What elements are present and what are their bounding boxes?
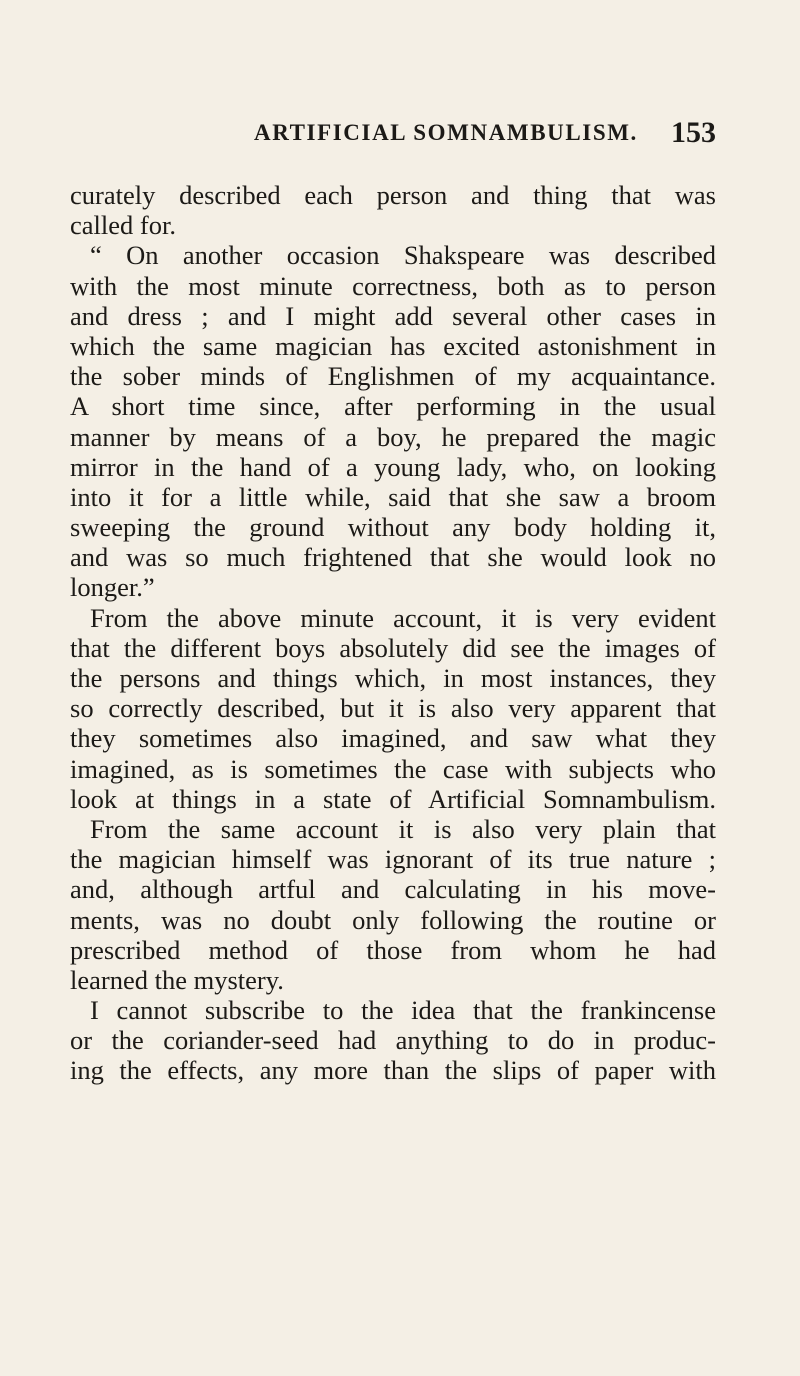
text-line: From the same account it is also very plain that [90, 813, 716, 844]
text-line: so correctly described, but it is also very apparent that [70, 693, 716, 724]
text-line: ments, was no doubt only following the routine or [70, 904, 716, 935]
text-line: ing the effects, any more than the slips of paper with [70, 1055, 716, 1086]
text-line: imagined, as is sometimes the case with subjects who [70, 753, 716, 784]
text-line: curately described each person and thing that was [70, 180, 716, 210]
text-line: and was so much frightened that she would look no [70, 542, 716, 573]
page-number: 153 [671, 116, 716, 149]
running-head: ARTIFICIAL SOMNAMBULISM. [254, 120, 638, 145]
text-line: and, although artful and calculating in his move- [70, 874, 716, 905]
text-line: and dress ; and I might add several other cases in [70, 300, 716, 331]
text-line: they sometimes also imagined, and saw what they [70, 723, 716, 754]
text-line: that the different boys absolutely did see the images of [70, 632, 716, 663]
text-line: the magician himself was ignorant of its true nature ; [70, 844, 716, 875]
text-line: learned the mystery. [70, 964, 284, 995]
text-line: into it for a little while, said that she saw a broom [70, 481, 716, 512]
text-line: mirror in the hand of a young lady, who, on looking [70, 451, 716, 482]
page-header [254, 116, 716, 156]
text-line: sweeping the ground without any body holding it, [70, 512, 716, 543]
text-line: “ On another occasion Shakspeare was described [90, 240, 716, 271]
text-line: which the same magician has excited astonishment in [70, 330, 716, 361]
text-line: prescribed method of those from whom he had [70, 934, 716, 965]
text-line: A short time since, after performing in the usual [70, 391, 716, 422]
text-line: From the above minute account, it is very evident [90, 602, 716, 633]
text-line: I cannot subscribe to the idea that the frankincense [90, 995, 716, 1026]
text-line: longer.” [70, 572, 155, 603]
text-line: manner by means of a boy, he prepared the magic [70, 421, 716, 452]
text-line: or the coriander-seed had anything to do in produc- [70, 1025, 716, 1056]
text-line: look at things in a state of Artificial Somnambulism. [70, 783, 716, 814]
text-line: the sober minds of Englishmen of my acquaintance. [70, 361, 716, 392]
text-line: the persons and things which, in most instances, they [70, 663, 716, 693]
text-line: with the most minute correctness, both as to person [70, 270, 716, 301]
text-line: called for. [70, 210, 176, 241]
body-text [70, 180, 716, 1086]
